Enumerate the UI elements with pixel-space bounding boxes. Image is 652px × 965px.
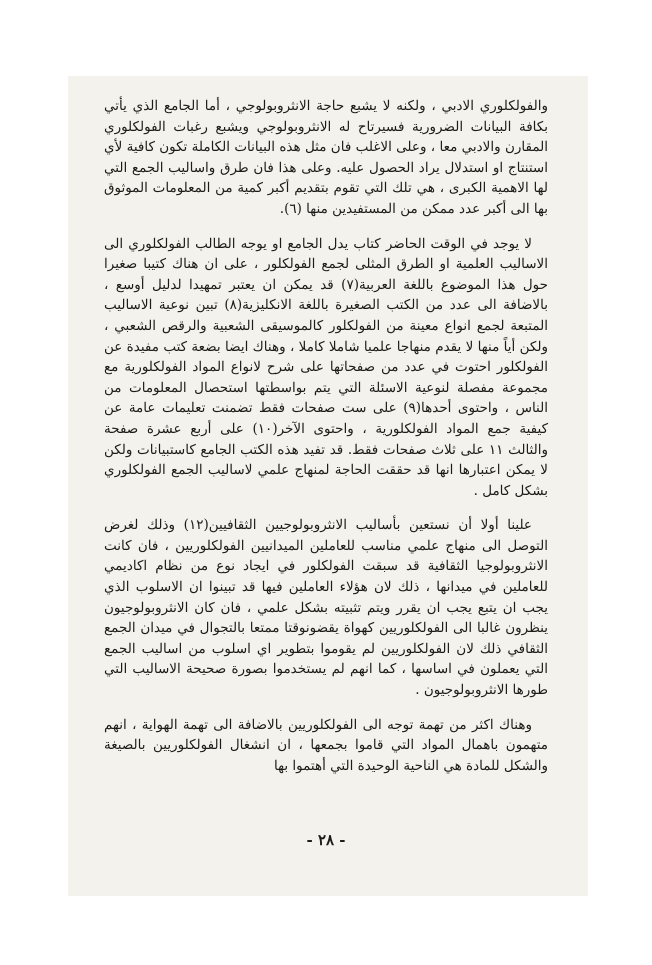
paragraph: لا يوجد في الوقت الحاضر كتاب يدل الجامع او يوجه الطالب الفولكلوري الى الاساليب العلمية او الطرق المثلى لجمع الفولكلور ، على ان هناك كتيبا صغيرا حول هذا الموضوع باللغة العربية(٧) قد يمكن ان يعتبر تمهيدا لدليل أوسع ، بالاضافة الى عدد من الكتب الصغيرة باللغة الانكليزية(٨) تبين نوعية الاساليب المتبعة لجمع انواع معينة من الفولكلور كالموسيقى الشعبية والرقص الشعبي ، ولكن أياً منها لا يقدم منهاجا علميا شاملا كاملا ، وهناك ايضا بضعة كتب مفيدة عن الفولكلور احتوت في عدد من صفحاتها على شرح لانواع المواد الفولكلورية مع مجموعة مفصلة لنوعية الاسئلة التي يتم بواسطتها استحصال المعلومات من الناس ، واحتوى أحدها(٩) على ست صفحات فقط تضمنت تعليمات عامة عن كيفية جمع المواد الفولكلورية ، واحتوى الآخر(١٠) على أربع عشرة صفحة والثالث ١١ على ثلاث صفحات فقط. قد تفيد هذه الكتب الجامع كاستبيانات ولكن لا يمكن اعتبارها انها قد حققت الحاجة لمنهاج علمي لاساليب الجمع الفولكلوري بشكل كامل . [104, 235, 549, 499]
paragraph: والفولكلوري الادبي ، ولكنه لا يشبع حاجة الانثروبولوجي ، أما الجامع الذي يأتي بكافة البيانات الضرورية فسيرتاح له الانثروبولوجي ويشبع رغبات الفولكلوري المقارن والادبي معا ، وعلى الاغلب فان مثل هذه البيانات الكاملة تكون كافية لأي استنتاج او استدلال يراد الحصول عليه. وعلى هذا فان طرق واساليب الجمع التي لها الاهمية الكبرى ، هي تلك التي تقوم بتقديم أكبر كمية من المعلومات الموثوق بها الى أكبر عدد ممكن من المستفيدين منها (٦). [104, 98, 548, 217]
document-body [104, 96, 548, 776]
page-number: - ٢٨ - [306, 831, 346, 849]
paragraph: علينا أولا أن نستعين بأساليب الانثروبولوجيين الثقافيين(١٢) وذلك لغرض التوصل الى منهاج علمي مناسب للعاملين الميدانيين الفولكلوريين ، فان كانت الانثروبولوجيا الثقافية قد سبقت الفولكلور في ايجاد نوع من نظام اكاديمي للعاملين في ميدانها ، ذلك لان هؤلاء العاملين فيها قد تبينوا ان الاسلوب الذي يجب ان يتبع يجب ان يقرر ويتم تثبيته بشكل علمي ، فان كان الانثروبولوجيون ينظرون غالبا الى الفولكلوريين كهواة يقضونوقتا ممتعا بالتجوال في ميدان الجمع الثقافي ذلك لان الفولكلوريين لم يقوموا بتطوير اي اسلوب من اساليب الجمع التي يعملون في اساسها ، كما انهم لم يستخدموا بصورة صحيحة الاساليب التي طورها الانثروبولوجيون . [104, 517, 548, 699]
paragraph: وهناك اكثر من تهمة توجه الى الفولكلوريين بالاضافة الى تهمة الهواية ، انهم متهمون باهمال المواد التي قاموا بجمعها ، ان انشغال الفولكلوريين بالصيغة والشكل للمادة هي الناحية الوحيدة التي أهتموا بها [104, 716, 548, 774]
